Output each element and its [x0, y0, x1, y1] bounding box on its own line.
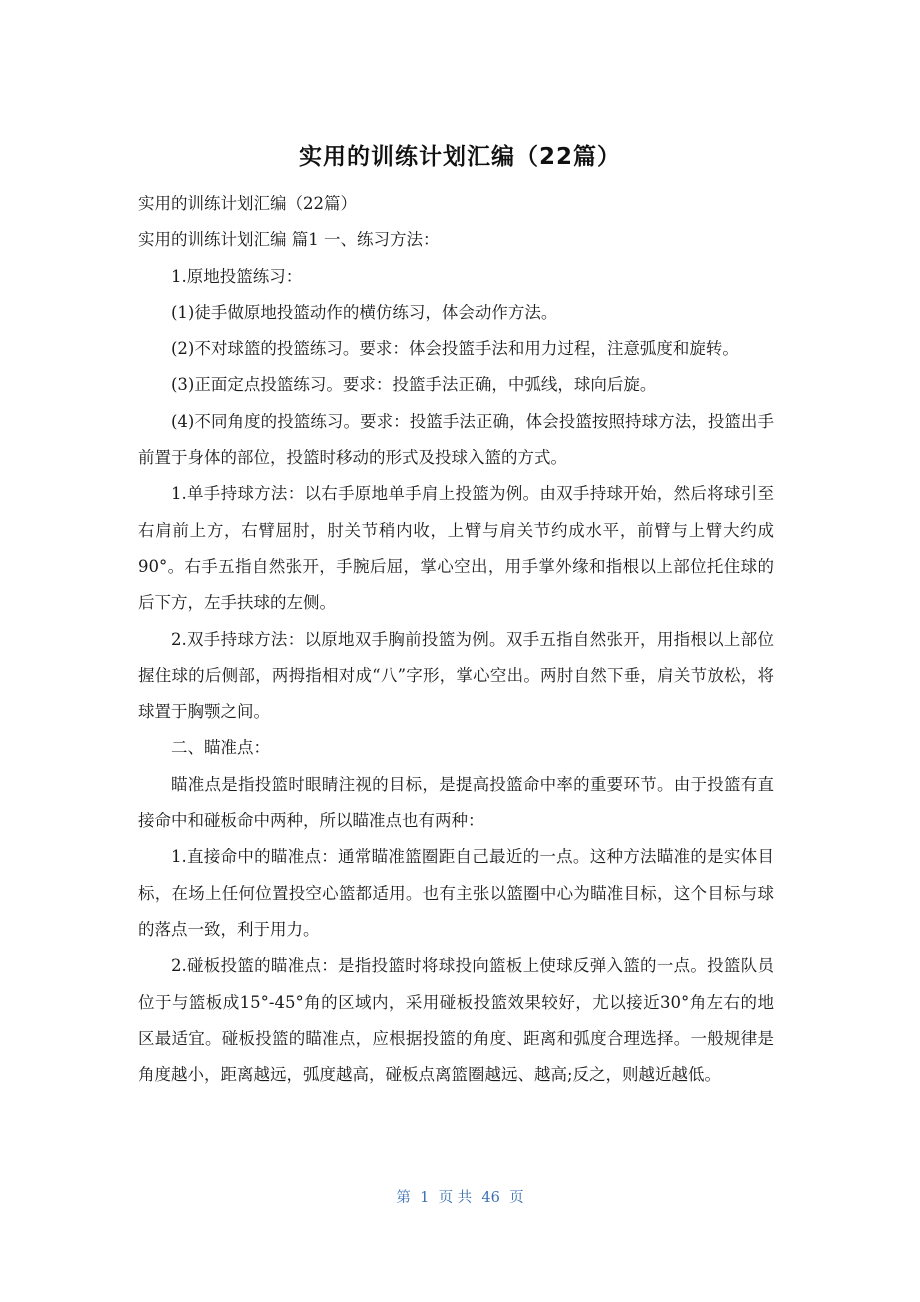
- paragraph: 2.碰板投篮的瞄准点：是指投篮时将球投向篮板上使球反弹入篮的一点。投篮队员位于与篮板成15°-45°角的区域内，采用碰板投篮效果较好，尤以接近30°角左右的地区最适宜。碰板投篮的瞄准点，应根据投篮的角度、距离和弧度合理选择。一般规律是角度越小，距离越远，弧度越高，碰板点离篮圈越远、越高;反之，则越近越低。: [138, 956, 774, 1085]
- document-body: [138, 186, 774, 1093]
- paragraph-subtitle: 实用的训练计划汇编（22篇）: [138, 194, 357, 213]
- paragraph: (1)徒手做原地投篮动作的横仿练习，体会动作方法。: [171, 302, 558, 322]
- paragraph: 瞄准点是指投篮时眼睛注视的目标，是提高投篮命中率的重要环节。由于投篮有直接命中和碰板命中两种，所以瞄准点也有两种：: [138, 774, 774, 831]
- paragraph-heading: 二、瞄准点：: [171, 738, 270, 758]
- paragraph-section-heading: 实用的训练计划汇编 篇1 一、练习方法：: [138, 230, 440, 250]
- paragraph: 1.单手持球方法：以右手原地单手肩上投篮为例。由双手持球开始，然后将球引至右肩前上方，右臂屈肘，肘关节稍内收，上臂与肩关节约成水平，前臂与上臂大约成90°。右手五指自然张开，手腕后屈，掌心空出，用手掌外缘和指根以上部位托住球的后下方，左手扶球的左侧。: [138, 484, 774, 613]
- paragraph: (2)不对球篮的投篮练习。要求：体会投篮手法和用力过程，注意弧度和旋转。: [171, 339, 739, 359]
- paragraph: 2.双手持球方法：以原地双手胸前投篮为例。双手五指自然张开，用指根以上部位握住球的后侧部，两拇指相对成“八”字形，掌心空出。两肘自然下垂，肩关节放松，将球置于胸颚之间。: [138, 629, 774, 722]
- paragraph: (4)不同角度的投篮练习。要求：投篮手法正确，体会投篮按照持球方法，投篮出手前置于身体的部位，投篮时移动的形式及投球入篮的方式。: [138, 411, 774, 468]
- document-title: 实用的训练计划汇编（22篇）: [298, 144, 621, 170]
- paragraph: (3)正面定点投篮练习。要求：投篮手法正确，中弧线，球向后旋。: [171, 375, 657, 395]
- paragraph: 1.直接命中的瞄准点：通常瞄准篮圈距自己最近的一点。这种方法瞄准的是实体目标，在场上任何位置投空心篮都适用。也有主张以篮圈中心为瞄准目标，这个目标与球的落点一致，利于用力。: [138, 847, 774, 939]
- page-number-footer: 第 1 页 共 46 页: [396, 1190, 524, 1206]
- paragraph: 1.原地投篮练习：: [171, 266, 303, 286]
